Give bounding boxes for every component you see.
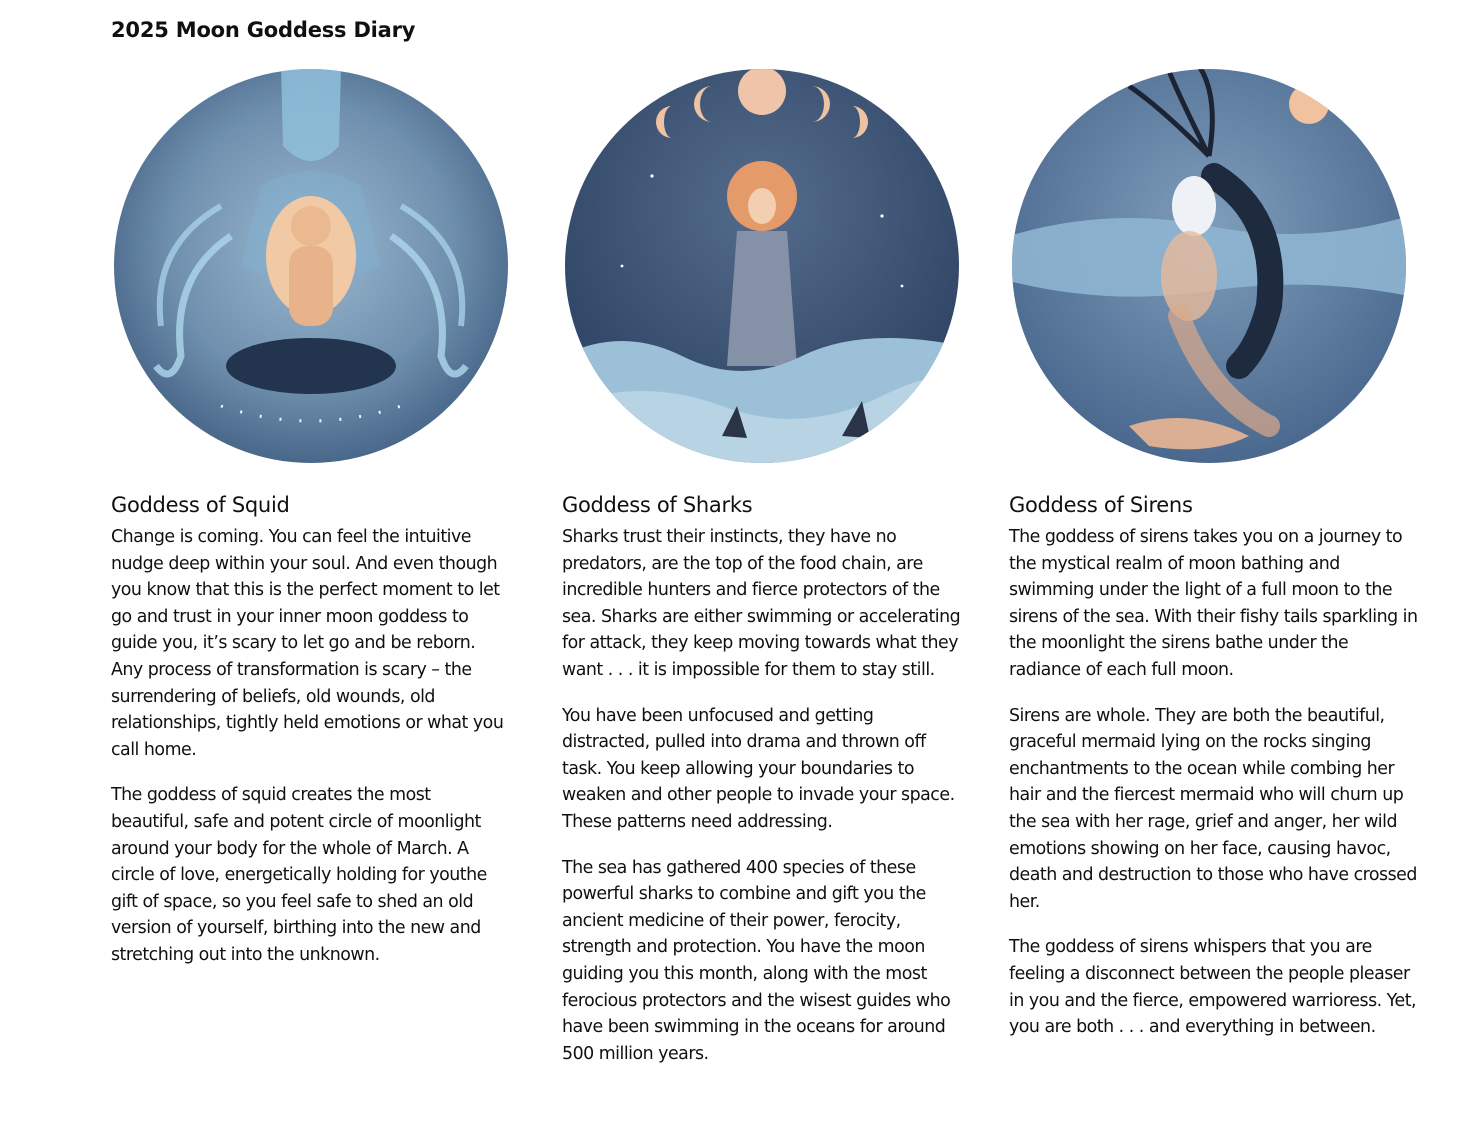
card-goddess-of-sirens [1009,66,1419,1041]
card-paragraph: Sharks trust their instincts, they have no predators, are the top of the food chain, are incredible hunters and fierce protectors of the sea. Sharks are either swimming or accelerating for attack, they keep moving towards what they want . . . it is impossible for them to stay still. [562,527,961,680]
card-paragraph: Sirens are whole. They are both the beautiful, graceful mermaid lying on the rocks singing enchantments to the ocean while combing her hair and the fiercest mermaid who will churn up the sea with her rage, grief and anger, her wild emotions showing on her face, causing havoc, death and destruction to those who have crossed her. [1009,705,1417,912]
card-paragraph: You have been unfocused and getting distracted, pulled into drama and thrown off task. You keep allowing your boundaries to weaken and other people to invade your space. These patterns need addressing. [562,705,955,832]
card-heading: Goddess of Sharks [562,493,753,517]
card-paragraph: The goddess of sirens takes you on a journey to the mystical realm of moon bathing and swimming under the light of a full moon to the sirens of the sea. With their fishy tails sparkling in the moonlight the sirens bathe under the radiance of each full moon. [1009,527,1418,680]
card-paragraph: The sea has gathered 400 species of these powerful sharks to combine and gift you the ancient medicine of their power, ferocity, strength and protection. You have the moon guiding you this month, along with the most ferocious protectors and the wisest guides who have been swimming in the oceans for around 500 million years. [562,857,951,1064]
card-goddess-of-sharks [562,66,962,1067]
card-paragraph: The goddess of sirens whispers that you are feeling a disconnect between the people pleaser in you and the fierce, empowered warrioress. Yet, you are both . . . and everything in between. [1009,937,1417,1038]
siren-goddess-illustration [1009,66,1409,466]
card-goddess-of-squid [111,66,511,969]
card-heading: Goddess of Squid [111,493,290,517]
card-paragraph: Change is coming. You can feel the intuitive nudge deep within your soul. And even though you know that this is the perfect moment to let go and trust in your inner moon goddess to guide you, it’s scary to let go and be reborn. Any process of transformation is scary – the surrendering of beliefs, old wounds, old relationships, tightly held emotions or what you call home. [111,527,504,760]
squid-goddess-illustration [111,66,511,466]
shark-goddess-illustration [562,66,962,466]
page-title: 2025 Moon Goddess Diary [111,18,416,42]
card-heading: Goddess of Sirens [1009,493,1193,517]
card-paragraph: The goddess of squid creates the most beautiful, safe and potent circle of moonlight around your body for the whole of March. A circle of love, energetically holding for youthe gift of space, so you feel safe to shed an old version of yourself, birthing into the new and stretching out into the unknown. [111,785,487,965]
